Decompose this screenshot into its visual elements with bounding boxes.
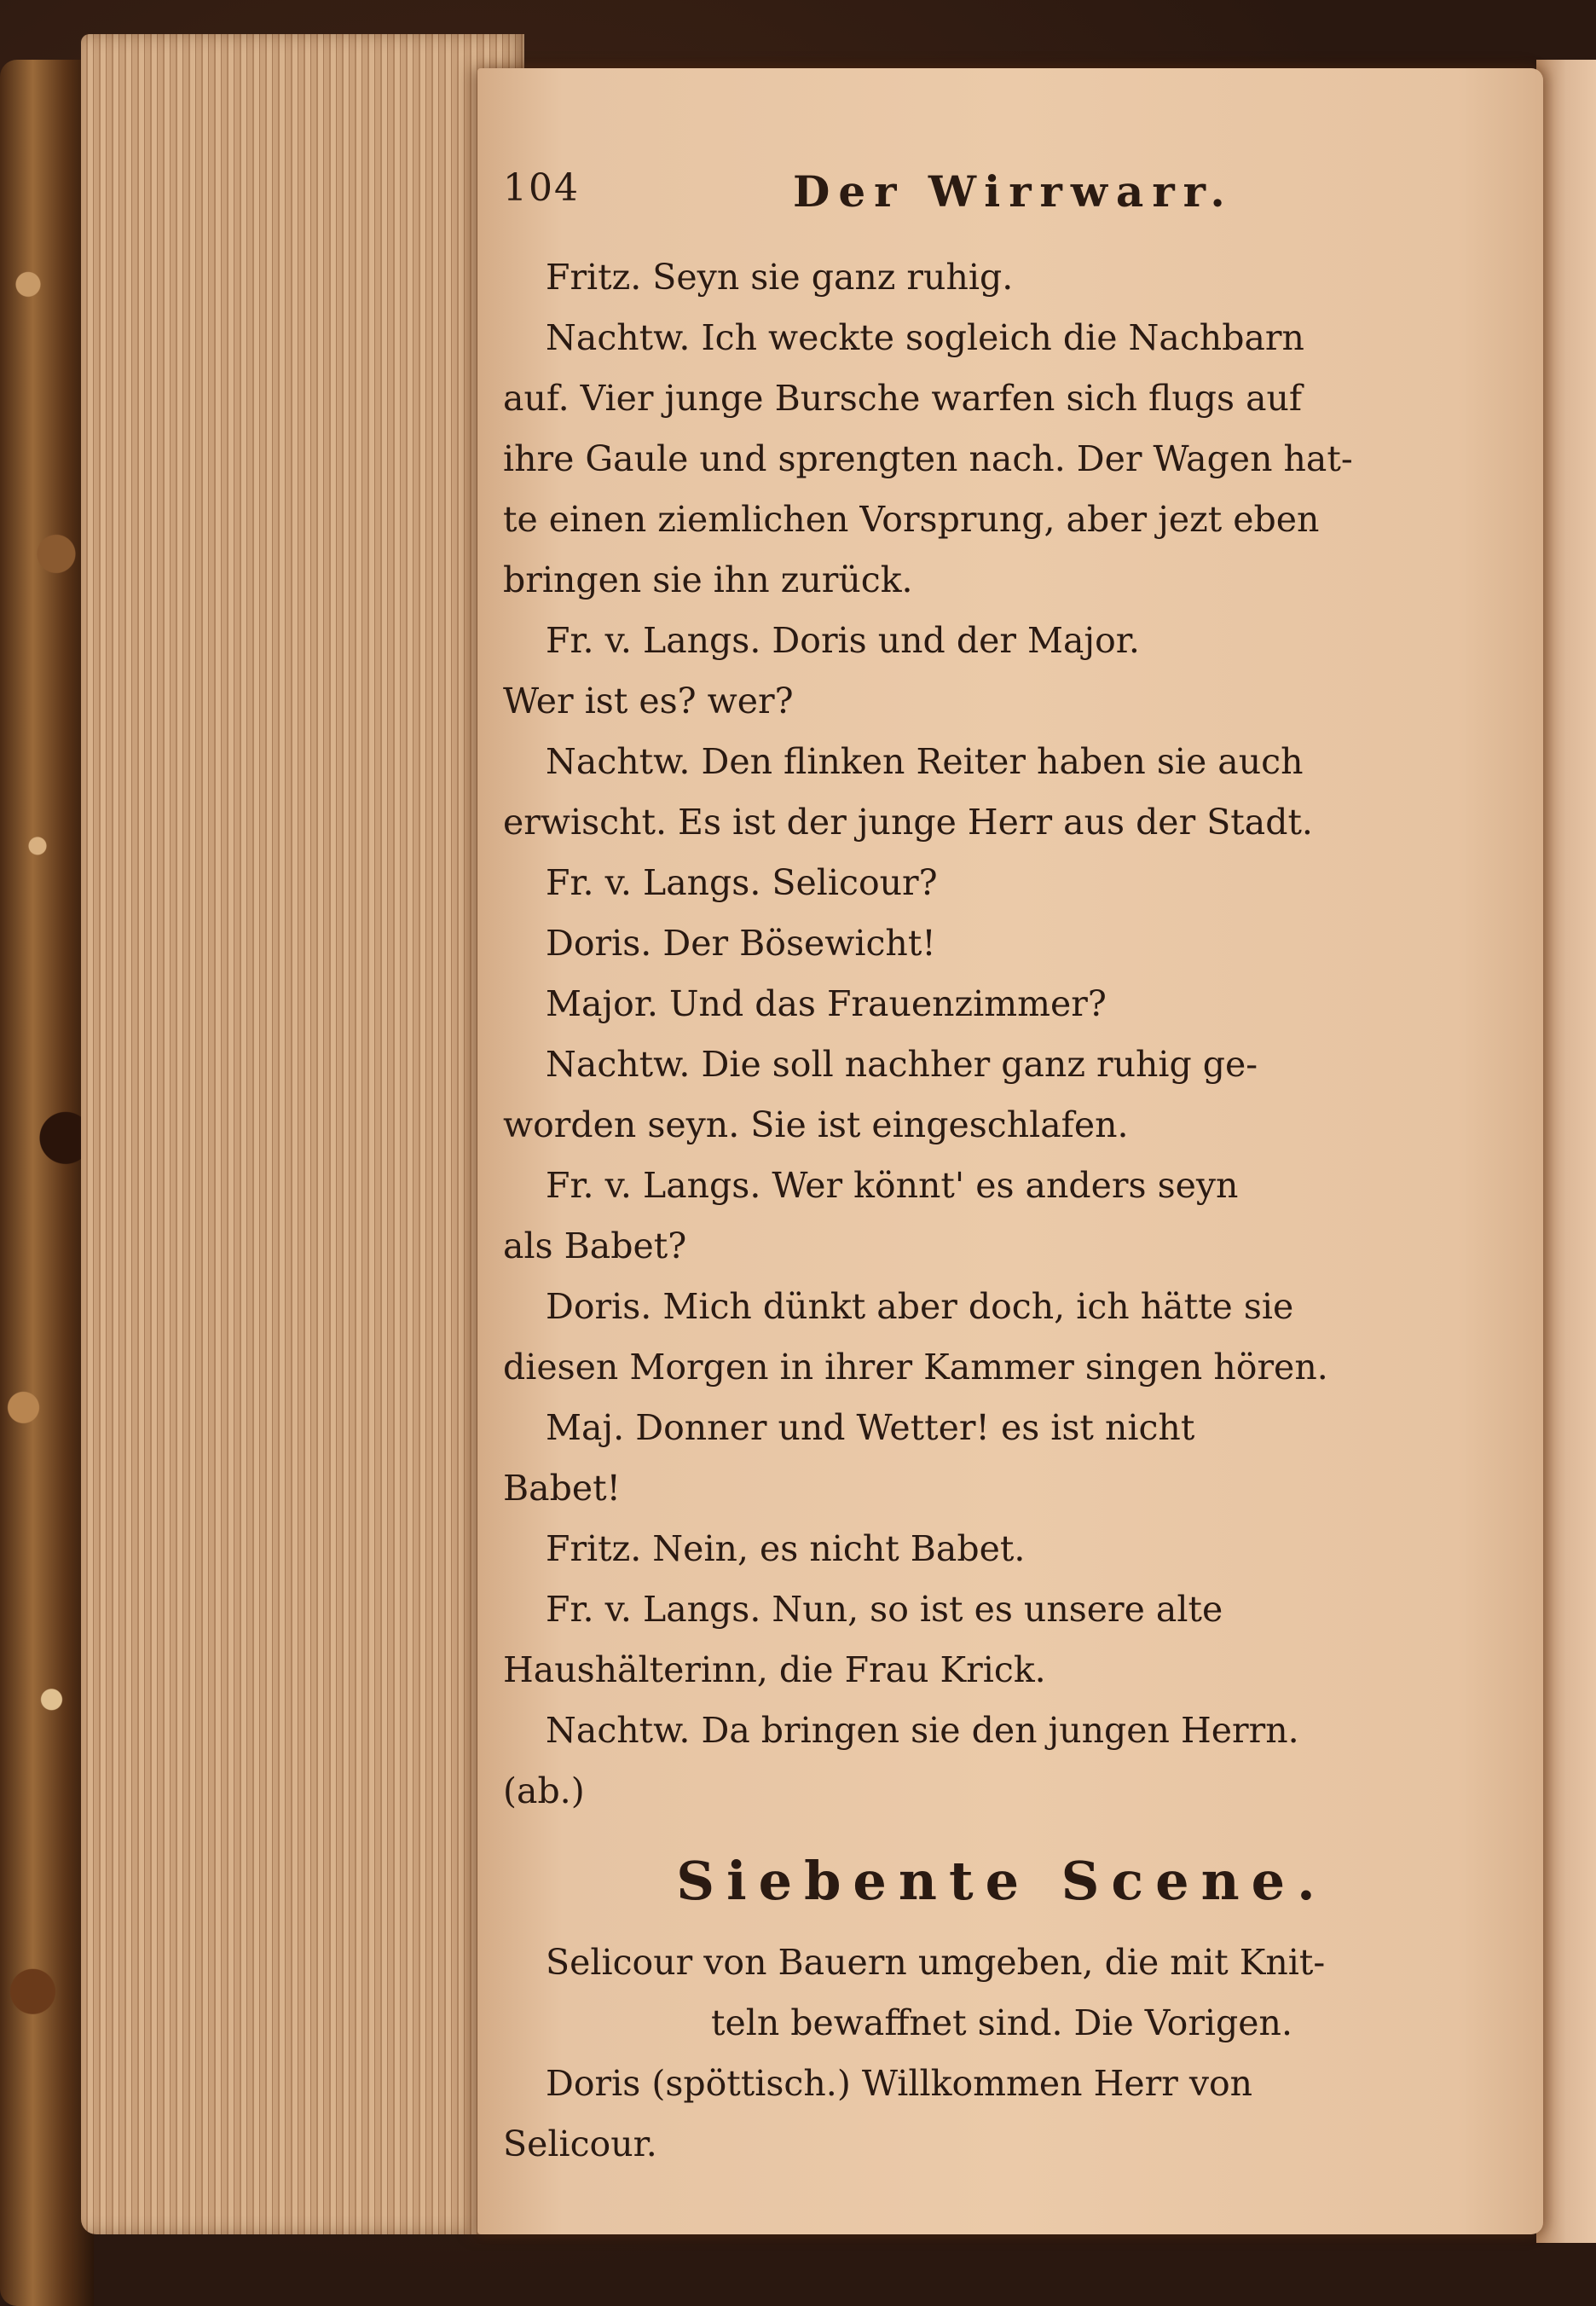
text-line: bringen sie ihn zurück.: [503, 559, 913, 600]
page-text: [503, 247, 1501, 2175]
text-line: Nachtw. Die soll nachher ganz ruhig ge-: [546, 1044, 1258, 1085]
text-line: Doris. Mich dünkt aber doch, ich hätte sie: [546, 1286, 1294, 1327]
stage-direction-line: Selicour von Bauern umgeben, die mit Knit-: [546, 1942, 1326, 1983]
text-line: Fr. v. Langs. Wer könnt' es anders seyn: [546, 1165, 1239, 1206]
text-line: Fritz. Nein, es nicht Babet.: [546, 1528, 1026, 1569]
text-line: Nachtw. Ich weckte sogleich die Nachbarn: [546, 317, 1304, 358]
marbled-binding: [0, 60, 94, 2306]
text-line: Wer ist es? wer?: [503, 681, 794, 721]
page-edges: [81, 34, 524, 2234]
text-line: Fr. v. Langs. Nun, so ist es unsere alte: [546, 1589, 1223, 1630]
text-line: Doris (spöttisch.) Willkommen Herr von: [546, 2063, 1253, 2104]
text-line: Babet!: [503, 1468, 622, 1509]
text-line: te einen ziemlichen Vorsprung, aber jezt eben: [503, 499, 1320, 540]
scene-heading: Siebente Scene.: [676, 1850, 1327, 1912]
text-line: Selicour.: [503, 2123, 657, 2164]
text-line: als Babet?: [503, 1225, 687, 1266]
running-title: Der Wirrwarr.: [793, 166, 1234, 217]
text-line: (ab.): [503, 1770, 585, 1811]
text-line: Haushälterinn, die Frau Krick.: [503, 1649, 1046, 1690]
text-line: auf. Vier junge Bursche warfen sich flugs auf: [503, 378, 1303, 419]
text-line: Nachtw. Den flinken Reiter haben sie auch: [546, 741, 1304, 782]
text-line: Fr. v. Langs. Selicour?: [546, 862, 938, 903]
text-line: Major. Und das Frauenzimmer?: [546, 983, 1107, 1024]
text-line: Nachtw. Da bringen sie den jungen Herrn.: [546, 1710, 1299, 1751]
text-line: Doris. Der Bösewicht!: [546, 923, 936, 964]
text-line: erwischt. Es ist der junge Herr aus der Stadt.: [503, 802, 1313, 843]
text-line: diesen Morgen in ihrer Kammer singen hören.: [503, 1347, 1328, 1388]
page-number: 104: [503, 166, 580, 210]
text-line: Fritz. Seyn sie ganz ruhig.: [546, 257, 1014, 298]
text-line: worden seyn. Sie ist eingeschlafen.: [503, 1104, 1129, 1145]
stage-direction-line: teln bewaffnet sind. Die Vorigen.: [711, 2002, 1292, 2043]
text-line: ihre Gaule und sprengten nach. Der Wagen hat-: [503, 438, 1353, 479]
facing-page-edge: [1536, 60, 1596, 2243]
page-header: [503, 166, 1483, 226]
text-line: Fr. v. Langs. Doris und der Major.: [546, 620, 1140, 661]
text-line: Maj. Donner und Wetter! es ist nicht: [546, 1407, 1195, 1448]
